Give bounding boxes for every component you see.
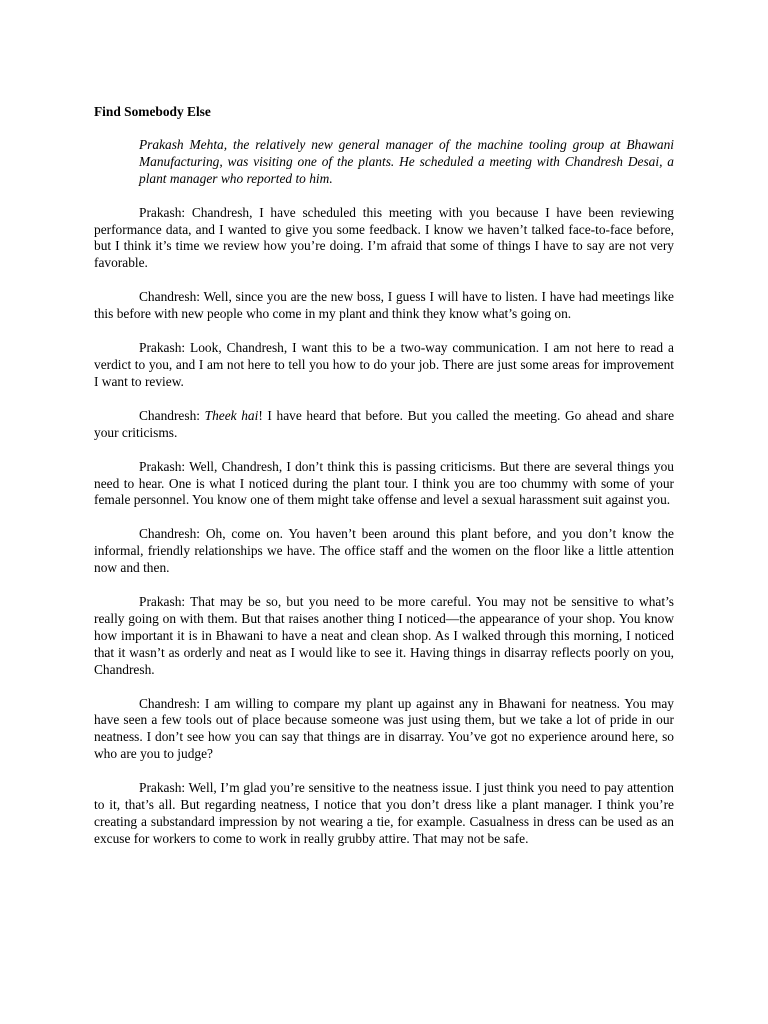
document-page	[94, 104, 674, 848]
paragraph-9: Prakash: Well, I’m glad you’re sensitive to the neatness issue. I just think you need to pay attention to it, that’s all. But regarding neatness, I notice that you don’t dress like a plant manager. I think you’re creating a substandard impression by not wearing a tie, for example. Casualness in dress can be used as an excuse for workers to come to work in really grubby attire. That may not be safe.	[94, 780, 674, 846]
paragraph-4-speaker: Chandresh:	[139, 407, 205, 423]
paragraph-4-italic-phrase: Theek hai	[204, 407, 259, 423]
paragraph-5: Prakash: Well, Chandresh, I don’t think this is passing criticisms. But there are several things you need to hear. One is what I noticed during the plant tour. I think you are too chummy with some of your female personnel. You know one of them might take offense and level a sexual harassment suit against you.	[94, 458, 674, 508]
paragraph-6: Chandresh: Oh, come on. You haven’t been around this plant before, and you don’t know the informal, friendly relationships we have. The office staff and the women on the floor like a little attention now and then.	[94, 526, 674, 576]
paragraph-1: Prakash: Chandresh, I have scheduled this meeting with you because I have been reviewing performance data, and I wanted to give you some feedback. I know we haven’t talked face-to-face before, but I think it’s time we review how you’re doing. I’m afraid that some of things I have to say are not very favorable.	[94, 204, 674, 271]
paragraph-2: Chandresh: Well, since you are the new boss, I guess I will have to listen. I have had meetings like this before with new people who come in my plant and think they know what’s going on.	[94, 289, 674, 322]
paragraph-8: Chandresh: I am willing to compare my plant up against any in Bhawani for neatness. You may have seen a few tools out of place because someone was just using them, but we take a lot of pride in our neatness. I don’t see how you can say that things are in disarray. You’ve got no experience around here, so who are you to judge?	[94, 695, 674, 762]
paragraph-3: Prakash: Look, Chandresh, I want this to be a two-way communication. I am not here to read a verdict to you, and I am not here to tell you how to do your job. There are just some areas for improvement I want to review.	[94, 340, 674, 389]
intro-paragraph: Prakash Mehta, the relatively new general manager of the machine tooling group at Bhawani Manufacturing, was visiting one of the plants. He scheduled a meeting with Chandresh Desai, a plant manager who reported to him.	[139, 136, 674, 186]
document-title: Find Somebody Else	[94, 104, 211, 119]
paragraph-7: Prakash: That may be so, but you need to be more careful. You may not be sensitive to what’s really going on with them. But that raises another thing I noticed—the appearance of your shop. You know how important it is in Bhawani to have a neat and clean shop. As I walked through this morning, I noticed that it wasn’t as orderly and neat as I would like to see it. Having things in disarray reflects poorly on you, Chandresh.	[94, 594, 674, 677]
paragraph-4-text: ! I have heard that before. But you called the meeting. Go ahead and share your criticisms.	[94, 407, 675, 440]
paragraph-4	[94, 408, 674, 442]
